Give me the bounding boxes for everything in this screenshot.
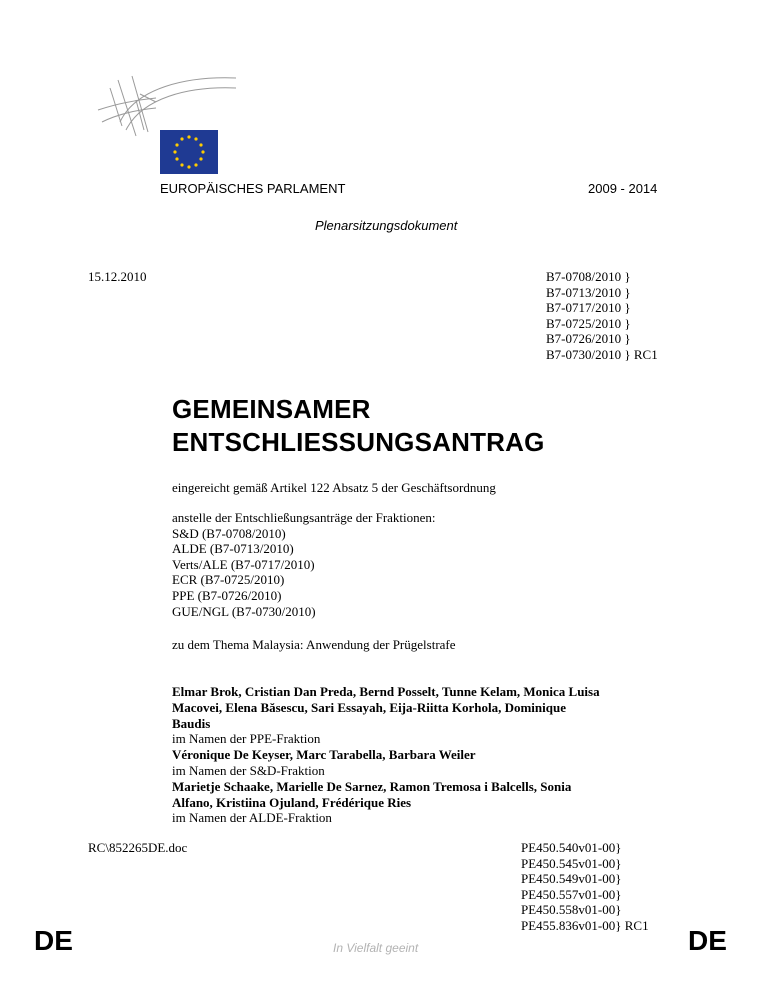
reference-item: B7-0708/2010 }	[546, 269, 631, 284]
pe-number: PE455.836v01-00} RC1	[521, 917, 649, 933]
title-line-1: GEMEINSAMER	[172, 394, 371, 424]
pe-number-list	[521, 840, 649, 934]
document-date: 15.12.2010	[88, 269, 147, 284]
replaced-intro: anstelle der Entschließungsanträge der Fraktionen:	[172, 510, 436, 525]
document-type: Plenarsitzungsdokument	[315, 218, 458, 233]
replaced-motions	[172, 510, 436, 619]
file-name: RC\852265DE.doc	[88, 840, 188, 855]
reference-item: B7-0717/2010 }	[546, 300, 631, 316]
ep-hemicycle-icon	[96, 70, 246, 180]
pe-number: PE450.557v01-00}	[521, 886, 622, 902]
ep-logo	[96, 70, 246, 180]
author-names: Baudis	[172, 715, 211, 731]
pe-number: PE450.545v01-00}	[521, 855, 622, 871]
language-code-left: DE	[34, 925, 73, 956]
reference-item: B7-0725/2010 }	[546, 315, 631, 331]
submission-basis: eingereicht gemäß Artikel 122 Absatz 5 der Geschäftsordnung	[172, 480, 496, 495]
author-names: Macovei, Elena Băsescu, Sari Essayah, Eija-Riitta Korhola, Dominique	[172, 699, 566, 715]
author-names: Véronique De Keyser, Marc Tarabella, Barbara Weiler	[172, 747, 476, 763]
authors-block	[172, 684, 600, 826]
author-group: im Namen der S&D-Fraktion	[172, 762, 325, 778]
group-item: ECR (B7-0725/2010)	[172, 572, 285, 588]
reference-item: B7-0713/2010 }	[546, 284, 631, 300]
reference-item: B7-0730/2010 } RC1	[546, 346, 658, 362]
group-item: S&D (B7-0708/2010)	[172, 525, 286, 541]
author-names: Marietje Schaake, Marielle De Sarnez, Ramon Tremosa i Balcells, Sonia	[172, 778, 572, 794]
topic: zu dem Thema Malaysia: Anwendung der Prügelstrafe	[172, 637, 456, 652]
group-item: PPE (B7-0726/2010)	[172, 587, 282, 603]
group-item: ALDE (B7-0713/2010)	[172, 541, 294, 557]
institution-name: EUROPÄISCHES PARLAMENT	[160, 181, 346, 196]
pe-number: PE450.540v01-00}	[521, 840, 622, 855]
group-item: GUE/NGL (B7-0730/2010)	[172, 603, 316, 619]
pe-number: PE450.558v01-00}	[521, 902, 622, 918]
group-item: Verts/ALE (B7-0717/2010)	[172, 556, 315, 572]
reference-list	[546, 269, 658, 363]
title-line-2: ENTSCHLIESSUNGSANTRAG	[172, 427, 545, 457]
term-period: 2009 - 2014	[588, 181, 658, 196]
document-title	[172, 393, 545, 459]
author-group: im Namen der ALDE-Fraktion	[172, 810, 332, 826]
author-names: Elmar Brok, Cristian Dan Preda, Bernd Posselt, Tunne Kelam, Monica Luisa	[172, 684, 600, 699]
pe-number: PE450.549v01-00}	[521, 871, 622, 887]
author-group: im Namen der PPE-Fraktion	[172, 731, 321, 747]
motto: In Vielfalt geeint	[333, 941, 419, 955]
author-names: Alfano, Kristiina Ojuland, Frédérique Ries	[172, 794, 412, 810]
language-code-right: DE	[688, 925, 727, 956]
reference-item: B7-0726/2010 }	[546, 331, 631, 347]
